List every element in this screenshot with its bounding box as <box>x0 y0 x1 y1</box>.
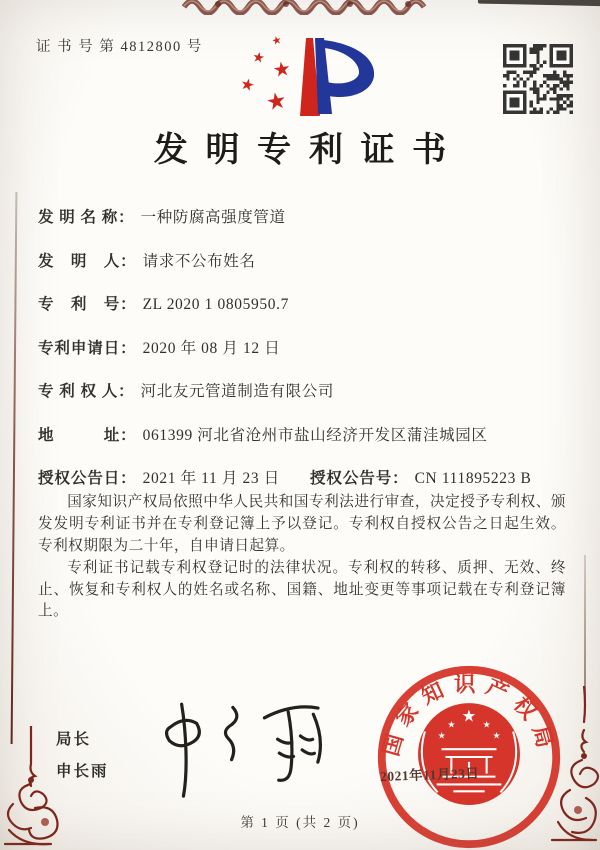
legal-paragraph-1: 国家知识产权局依照中华人民共和国专利法进行审查，决定授予专利权、颁发发明专利证书并在专利登记簿上予以登记。专利权自授权公告之日起生效。专利权期限为二十年，自申请日起算。 <box>38 494 566 554</box>
svg-text:★: ★ <box>492 730 501 741</box>
field-label: 授权公告号： <box>310 470 409 487</box>
cnipa-logo <box>228 34 384 122</box>
page-number: 第 1 页 (共 2 页) <box>240 815 360 830</box>
field-label: 专 利 号： <box>38 296 137 313</box>
logo-star-icon: ★ <box>238 75 257 96</box>
logo-star-icon: ★ <box>250 50 266 67</box>
field-label: 专利申请日： <box>38 339 137 357</box>
logo-p-mark <box>228 34 384 122</box>
field-row-invention-name <box>38 205 568 225</box>
logo-star-icon: ★ <box>263 87 289 116</box>
field-value: 2020 年 08 月 12 日 <box>142 339 281 357</box>
field-row-address <box>38 423 568 443</box>
field-row-patent-number <box>38 292 568 312</box>
field-value: 2021 年 11 月 23 日 <box>142 470 280 487</box>
field-row-inventor <box>38 249 568 269</box>
field-pair-grant-number <box>310 466 532 488</box>
director-title: 局长 <box>56 731 92 748</box>
qr-code <box>503 44 573 114</box>
logo-star-icon: ★ <box>270 33 284 49</box>
svg-text:★: ★ <box>461 706 477 726</box>
field-row-filing-date <box>38 336 568 356</box>
svg-text:★: ★ <box>447 719 456 730</box>
field-value: 061399 河北省沧州市盐山经济开发区蒲洼城园区 <box>142 426 488 444</box>
legal-paragraph-2: 专利证书记载专利权登记时的法律状况。专利权的转移、质押、无效、终止、恢复和专利权人的姓名或名称、国籍、地址变更等事项记载在专利登记簿上。 <box>38 559 566 620</box>
seal-ring-text: 国家知识产权局 <box>378 672 560 759</box>
top-ornament-border <box>182 0 430 15</box>
field-label: 发 明 名 称： <box>38 209 135 226</box>
field-row-grant <box>38 466 568 486</box>
left-border-line <box>11 192 18 744</box>
logo-star-icon: ★ <box>271 57 293 83</box>
director-name: 申长雨 <box>56 763 109 780</box>
field-value: CN 111895223 B <box>414 470 532 487</box>
field-row-patentee <box>38 379 568 399</box>
svg-text:★: ★ <box>437 730 446 741</box>
legal-text <box>38 492 566 623</box>
certificate-title: 发明专利证书 <box>153 132 464 169</box>
field-value: ZL 2020 1 0805950.7 <box>142 296 289 313</box>
field-label: 专 利 权 人： <box>38 383 135 400</box>
svg-text:★: ★ <box>482 719 491 730</box>
field-label: 发 明 人： <box>38 252 137 270</box>
certificate-number: 证 书 号 第 4812800 号 <box>36 39 203 55</box>
field-value: 请求不公布姓名 <box>142 252 256 270</box>
field-value: 一种防腐高强度管道 <box>140 209 286 226</box>
director-signature <box>138 693 348 803</box>
field-value: 河北友元管道制造有限公司 <box>140 383 335 400</box>
right-border-line <box>584 555 586 705</box>
field-label: 地 址： <box>38 426 137 444</box>
field-list <box>38 205 568 510</box>
seal-national-emblem <box>418 703 520 805</box>
field-label: 授权公告日： <box>38 470 137 487</box>
bottom-left-flourish <box>1 726 61 850</box>
photo-edge-band <box>478 0 600 6</box>
seal-grant-date: 2021年11月23日 <box>379 765 480 785</box>
